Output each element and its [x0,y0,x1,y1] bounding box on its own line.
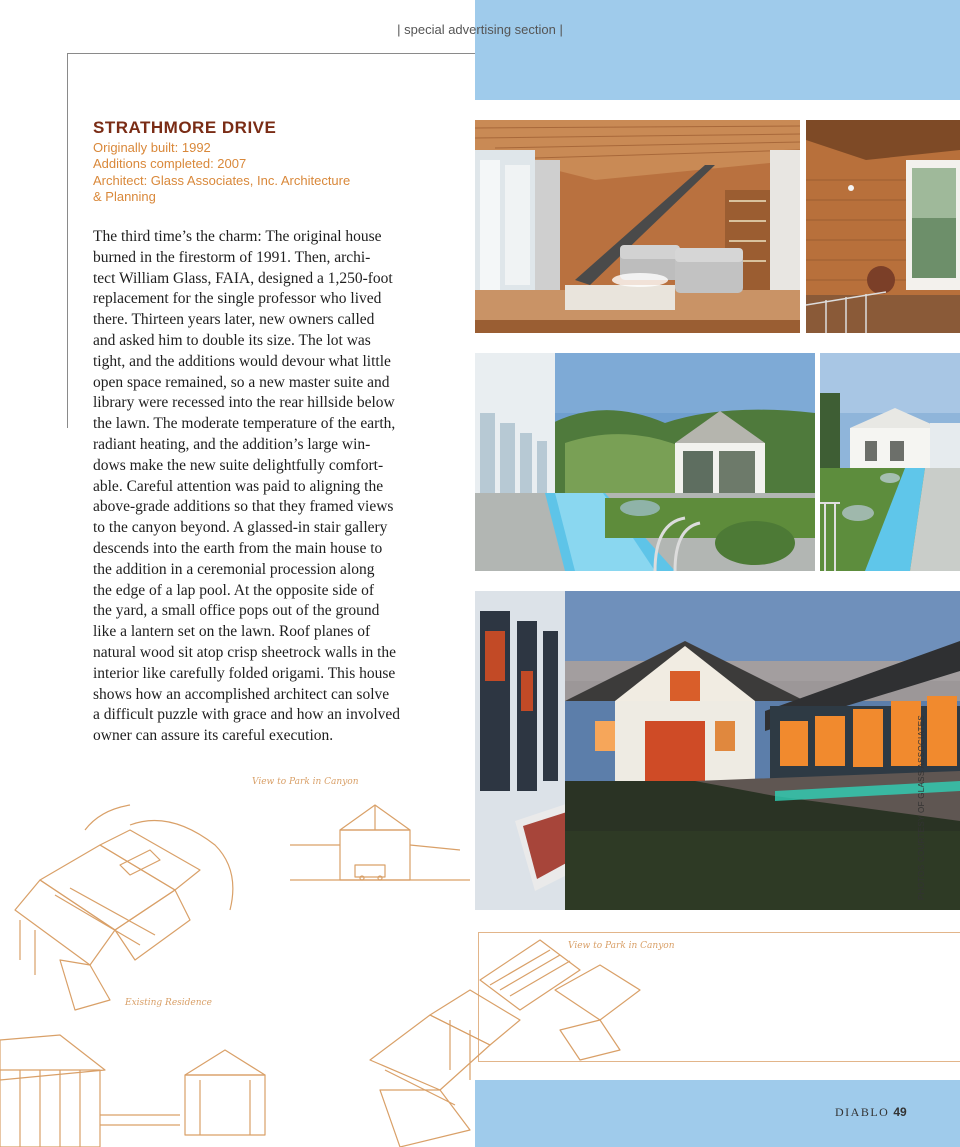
body-line: the addition in a ceremonial procession along [93,560,375,578]
body-line: and asked him to double its size. The lot was [93,331,371,349]
frame-rule-left [67,53,68,428]
body-line: the yard, a small office pops out of the ground [93,602,380,620]
body-line: interior like carefully folded origami. This house [93,664,396,682]
article-body [93,227,433,747]
architectural-sketches [0,770,960,1147]
photo-credit: PHOTOS COURTESY OF GLASS ASSOCIATES [917,714,926,900]
body-line: open space remained, so a new master suite and [93,373,390,391]
body-line: radiant heating, and the addition’s large win- [93,435,371,453]
body-line: owner can assure its careful execution. [93,727,334,745]
sketch-note-3: View to Park in Canyon [568,941,675,951]
publication-name: DIABLO [835,1105,890,1119]
body-line: above-grade additions so that they framed views [93,498,394,516]
body-line: there. Thirteen years later, new owners called [93,311,375,329]
meta-built: Originally built: 1992 [93,140,211,155]
photo-wood-stair-gallery [806,120,960,333]
body-line: tight, and the additions would devour what little [93,352,391,370]
body-line: burned in the firestorm of 1991. Then, archi- [93,248,371,266]
body-line: The third time’s the charm: The original house [93,228,382,245]
photo-interior-living-room [475,120,800,333]
body-line: descends into the earth from the main house to [93,539,383,557]
top-blue-band [475,0,960,100]
sketch-note-1: View to Park in Canyon [252,777,359,787]
meta-architect: Architect: Glass Associates, Inc. Architecture [93,172,351,188]
body-line: dows make the new suite delightfully comfort- [93,456,384,474]
section-header-tag: | special advertising section | [397,22,563,37]
frame-rule-top [67,53,475,54]
body-line: library were recessed into the rear hillside below [93,394,395,412]
sketch-note-2: Existing Residence [125,998,212,1008]
article-meta [93,140,423,205]
body-line: like a lantern set on the lawn. Roof planes of [93,623,371,641]
body-line: the lawn. The moderate temperature of the earth, [93,415,396,433]
meta-architect-cont: & Planning [93,188,156,204]
body-line: replacement for the single professor who lived [93,290,382,308]
meta-additions: Additions completed: 2007 [93,156,247,172]
body-line: shows how an accomplished architect can solve [93,685,390,703]
body-line: able. Careful attention was paid to aligning the [93,477,384,495]
photo-lap-pool-pavilion [475,353,815,571]
body-line: a difficult puzzle with grace and how an involved [93,706,401,724]
body-line: natural wood sit atop crisp sheetrock walls in the [93,643,397,661]
body-line: tect William Glass, FAIA, designed a 1,250-foot [93,269,393,287]
article-title: STRATHMORE DRIVE [93,118,277,137]
photo-pool-toward-house [820,353,960,571]
body-line: the edge of a lap pool. At the opposite side of [93,581,375,599]
folio [835,1105,907,1120]
body-line: to the canyon beyond. A glassed-in stair gallery [93,519,388,537]
page-number: 49 [893,1105,907,1119]
